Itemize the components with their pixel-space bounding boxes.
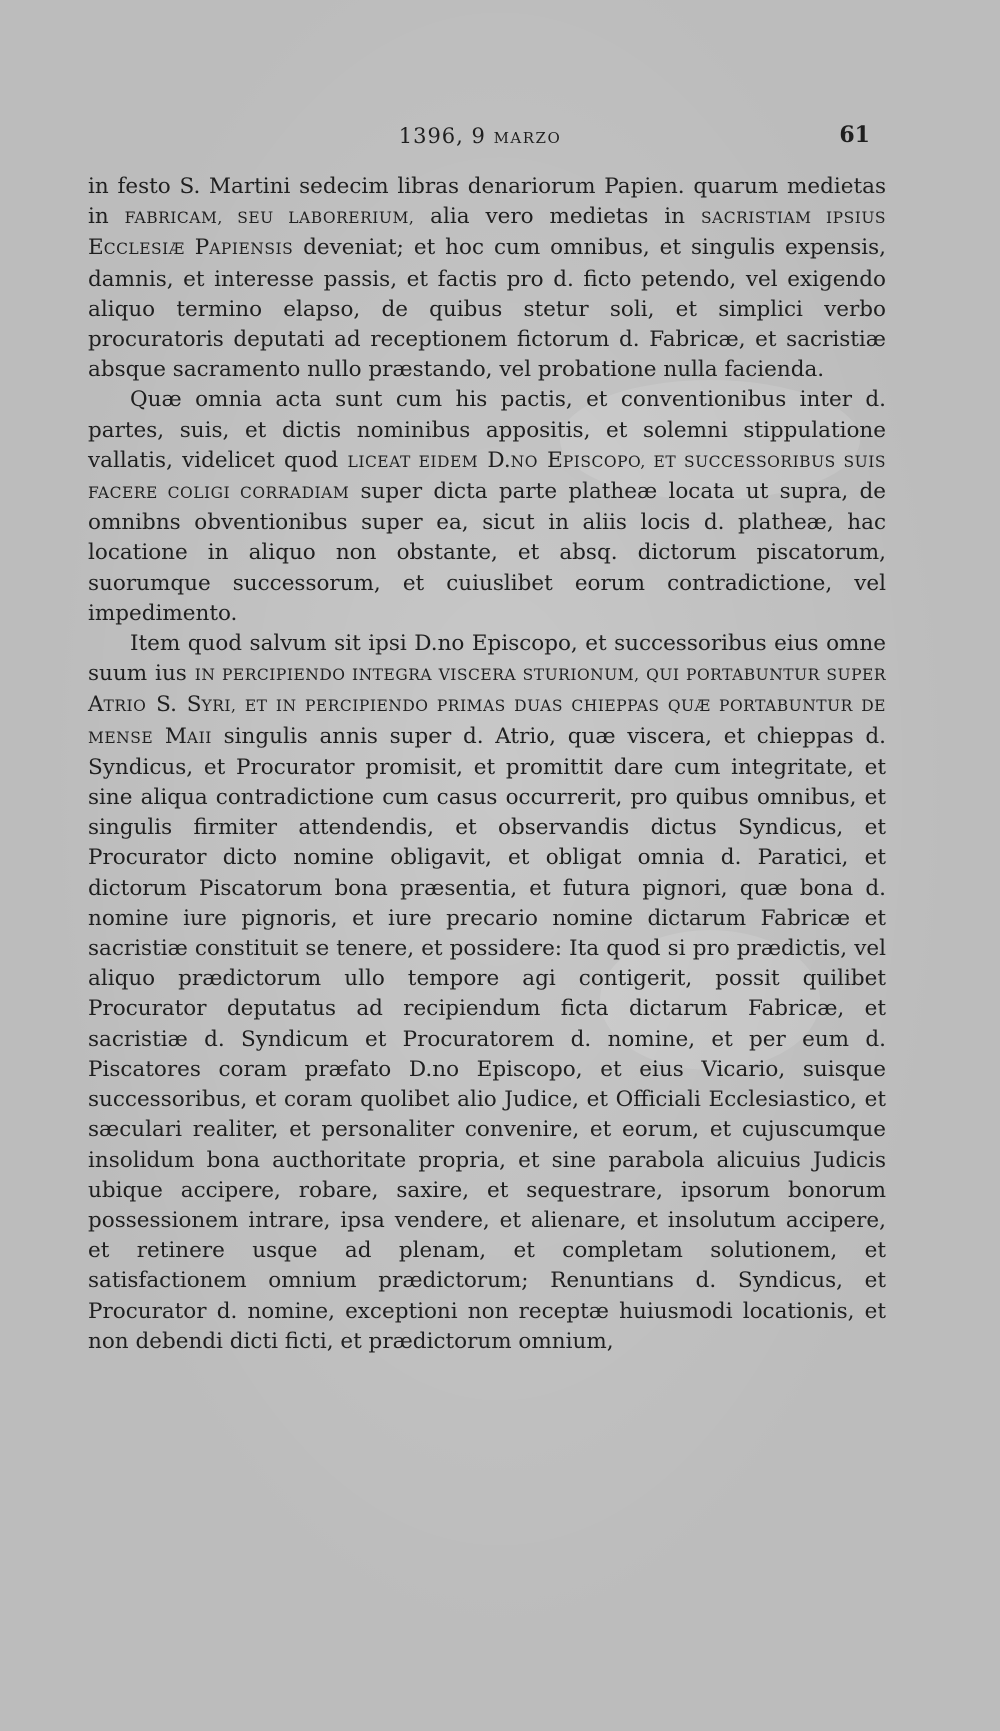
text-run: alia vero medietas in bbox=[414, 204, 701, 230]
text-run: D. bbox=[478, 447, 511, 473]
small-caps-run: YRI, ET IN PERCIPIENDO PRIMAS DUAS CHIEPPAS QUÆ PORTABUNTUR DE MENSE bbox=[88, 697, 886, 747]
text-run: Item quod salvum sit ipsi D.no Episcopo, et successoribus eius omne suum ius bbox=[88, 631, 886, 687]
text-run: in festo S. Martini sedecim libras denariorum Papien. quarum medietas in bbox=[88, 174, 886, 230]
small-caps-run: NO bbox=[510, 452, 538, 471]
paragraph bbox=[88, 629, 886, 1357]
header-month: MARZO bbox=[493, 129, 562, 147]
small-caps-run: LICEAT EIDEM bbox=[347, 452, 479, 471]
small-caps-run: CCLESIÆ bbox=[103, 240, 185, 259]
text-run: E bbox=[88, 235, 104, 261]
small-caps-run: FABRICAM, SEU LABORERIUM, bbox=[124, 209, 415, 228]
text-run: singulis annis super d. Atrio, quæ viscera, et chieppas d. Syndicus, et Procurator promisit, et promittit dare cum integritate, et sine aliqua contradictione cum casus occurrerit, pro quibus omnibus, et singulis firmiter attendendis, et observandis dictus Syndicus, et Procurator dicto nomine obligavit, et obligat omnia d. Paratici, et dictorum Piscatorum bona præsentia, et futura pignori, quæ bona d. nomine iure pignoris, et iure precario nomine dictarum Fabricæ et sacristiæ constituit se tenere, et possidere: Ita quod si pro prædictis, vel aliquo prædictorum ullo tempore agi contigerit, possit quilibet Procurator deputatus ad recipiendum ficta dictarum Fabricæ, et sacristiæ d. Syndicum et Procuratorem d. nomine, et per eum d. Piscatores coram præfato D.no Episcopo, et eius Vicario, suisque successoribus, et coram quolibet alio Judice, et Officiali Ecclesiastico, et sæculari realiter, et personaliter convenire, et eorum, et cujuscumque insolidum bona aucthoritate propria, et sine parabola alicuius Judicis ubique accipere, robare, saxire, et sequestrare, ipsorum bonorum possessionem intrare, ipsa vendere, et alienare, et insolutum accipere, et retinere usque ad plenam, et completam solutionem, et satisfactionem omnium prædictorum; Renuntians d. Syndicus, et Procurator d. nomine, exceptioni non receptæ huiusmodi locationis, et non debendi dicti ficti, et prædictorum omnium, bbox=[88, 723, 886, 1354]
text-run: Quæ omnia acta sunt cum his pactis, et conventionibus inter d. partes, suis, et dictis nominibus appositis, et solemni stippulatione vallatis, videlicet quod bbox=[88, 387, 886, 473]
text-run: deveniat; et hoc cum omnibus, et singulis expensis, damnis, et interesse passis, et factis pro d. ficto petendo, vel exigendo aliquo termino elapso, de quibus stetur soli, et simplici verbo procuratoris deputati ad receptionem fictorum d. Fabricæ, et sacristiæ absque sacramento nullo præstando, vel probatione nulla facienda. bbox=[88, 235, 886, 383]
paragraph bbox=[88, 172, 886, 385]
text-run: M bbox=[153, 723, 187, 749]
small-caps-run: APIENSIS bbox=[209, 240, 294, 259]
text-run: A bbox=[88, 692, 104, 718]
text-run: S. S bbox=[146, 692, 202, 718]
text-run: P bbox=[184, 235, 210, 261]
text-run: E bbox=[537, 447, 563, 473]
header-year-day: 1396, 9 bbox=[398, 124, 486, 148]
small-caps-run: AII bbox=[186, 728, 212, 747]
small-caps-run: PISCOPO, ET SUCCESSORIBUS SUIS FACERE COLIGI CORRADIAM bbox=[88, 452, 886, 503]
header-date bbox=[90, 124, 870, 148]
text-run: super dicta parte platheæ locata ut supra, de omnibns obventionibus super ea, sicut in aliis locis d. platheæ, hac locatione in aliquo non obstante, et absq. dictorum piscatorum, suorumque successorum, et cuiuslibet eorum contradictione, vel impedimento. bbox=[88, 479, 886, 626]
small-caps-run: IN PERCIPIENDO INTEGRA VISCERA STURIONUM, QUI PORTABUNTUR SUPER bbox=[194, 666, 886, 685]
running-header bbox=[90, 120, 870, 160]
small-caps-run: TRIO bbox=[103, 697, 147, 716]
paragraph bbox=[88, 385, 886, 629]
page-number: 61 bbox=[839, 122, 870, 148]
body-text bbox=[88, 172, 886, 1357]
small-caps-run: SACRISTIAM IPSIUS bbox=[700, 209, 887, 228]
